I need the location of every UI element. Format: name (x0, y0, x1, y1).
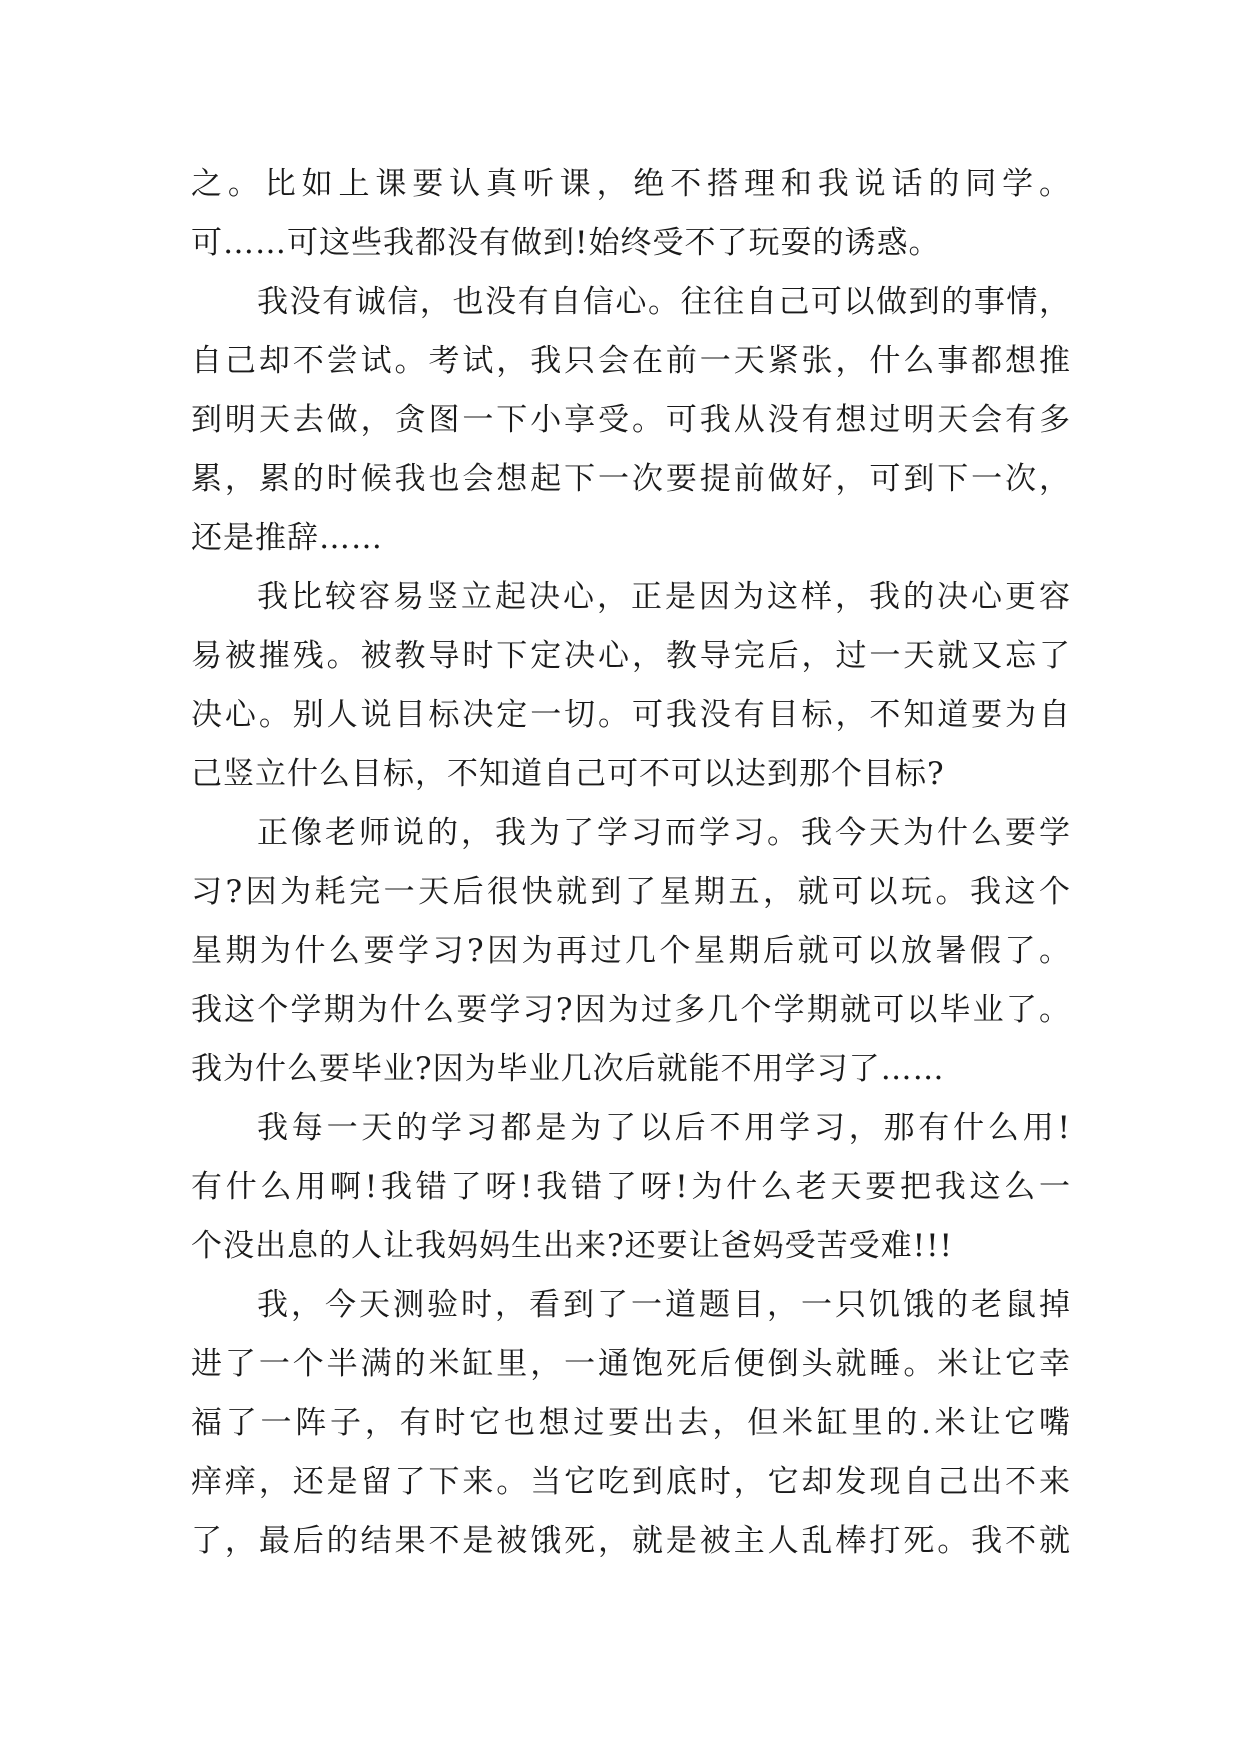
text-line: 有什么用啊!我错了呀!我错了呀!为什么老天要把我这么一 (191, 1169, 1071, 1205)
text-line: 之。比如上课要认真听课，绝不搭理和我说话的同学。 (191, 166, 1071, 202)
text-line: 己竖立什么目标，不知道自己可不可以达到那个目标? (191, 756, 945, 792)
text-line: 痒痒，还是留了下来。当它吃到底时，它却发现自己出不来 (191, 1464, 1071, 1500)
text-line: 我为什么要毕业?因为毕业几次后就能不用学习了…… (191, 1051, 945, 1087)
text-line: 进了一个半满的米缸里，一通饱死后便倒头就睡。米让它幸 (191, 1346, 1071, 1382)
text-line: 福了一阵子，有时它也想过要出去，但米缸里的.米让它嘴 (191, 1405, 1071, 1441)
body-text (191, 155, 1071, 1571)
paragraph-first-line: 我没有诚信，也没有自信心。往往自己可以做到的事情， (257, 284, 1071, 320)
text-line: 到明天去做，贪图一下小享受。可我从没有想过明天会有多 (191, 402, 1071, 438)
text-line: 易被摧残。被教导时下定决心，教导完后，过一天就又忘了 (191, 638, 1071, 674)
paragraph-first-line: 我，今天测验时，看到了一道题目，一只饥饿的老鼠掉 (257, 1287, 1071, 1323)
text-line: 习?因为耗完一天后很快就到了星期五，就可以玩。我这个 (191, 874, 1071, 910)
text-line: 了，最后的结果不是被饿死，就是被主人乱棒打死。我不就 (191, 1523, 1071, 1559)
paragraph-first-line: 我每一天的学习都是为了以后不用学习，那有什么用! (257, 1110, 1071, 1146)
paragraph-first-line: 正像老师说的，我为了学习而学习。我今天为什么要学 (257, 815, 1071, 851)
paragraph-first-line: 我比较容易竖立起决心，正是因为这样，我的决心更容 (257, 579, 1071, 615)
text-line: 我这个学期为什么要学习?因为过多几个学期就可以毕业了。 (191, 992, 1071, 1028)
text-line: 个没出息的人让我妈妈生出来?还要让爸妈受苦受难!!! (191, 1228, 953, 1264)
text-line: 累，累的时候我也会想起下一次要提前做好，可到下一次， (191, 461, 1071, 497)
text-line: 自己却不尝试。考试，我只会在前一天紧张，什么事都想推 (191, 343, 1071, 379)
text-line: 还是推辞…… (191, 520, 383, 556)
text-line: 星期为什么要学习?因为再过几个星期后就可以放暑假了。 (191, 933, 1071, 969)
text-line: 决心。别人说目标决定一切。可我没有目标，不知道要为自 (191, 697, 1071, 733)
text-line: 可……可这些我都没有做到!始终受不了玩耍的诱惑。 (191, 225, 941, 261)
